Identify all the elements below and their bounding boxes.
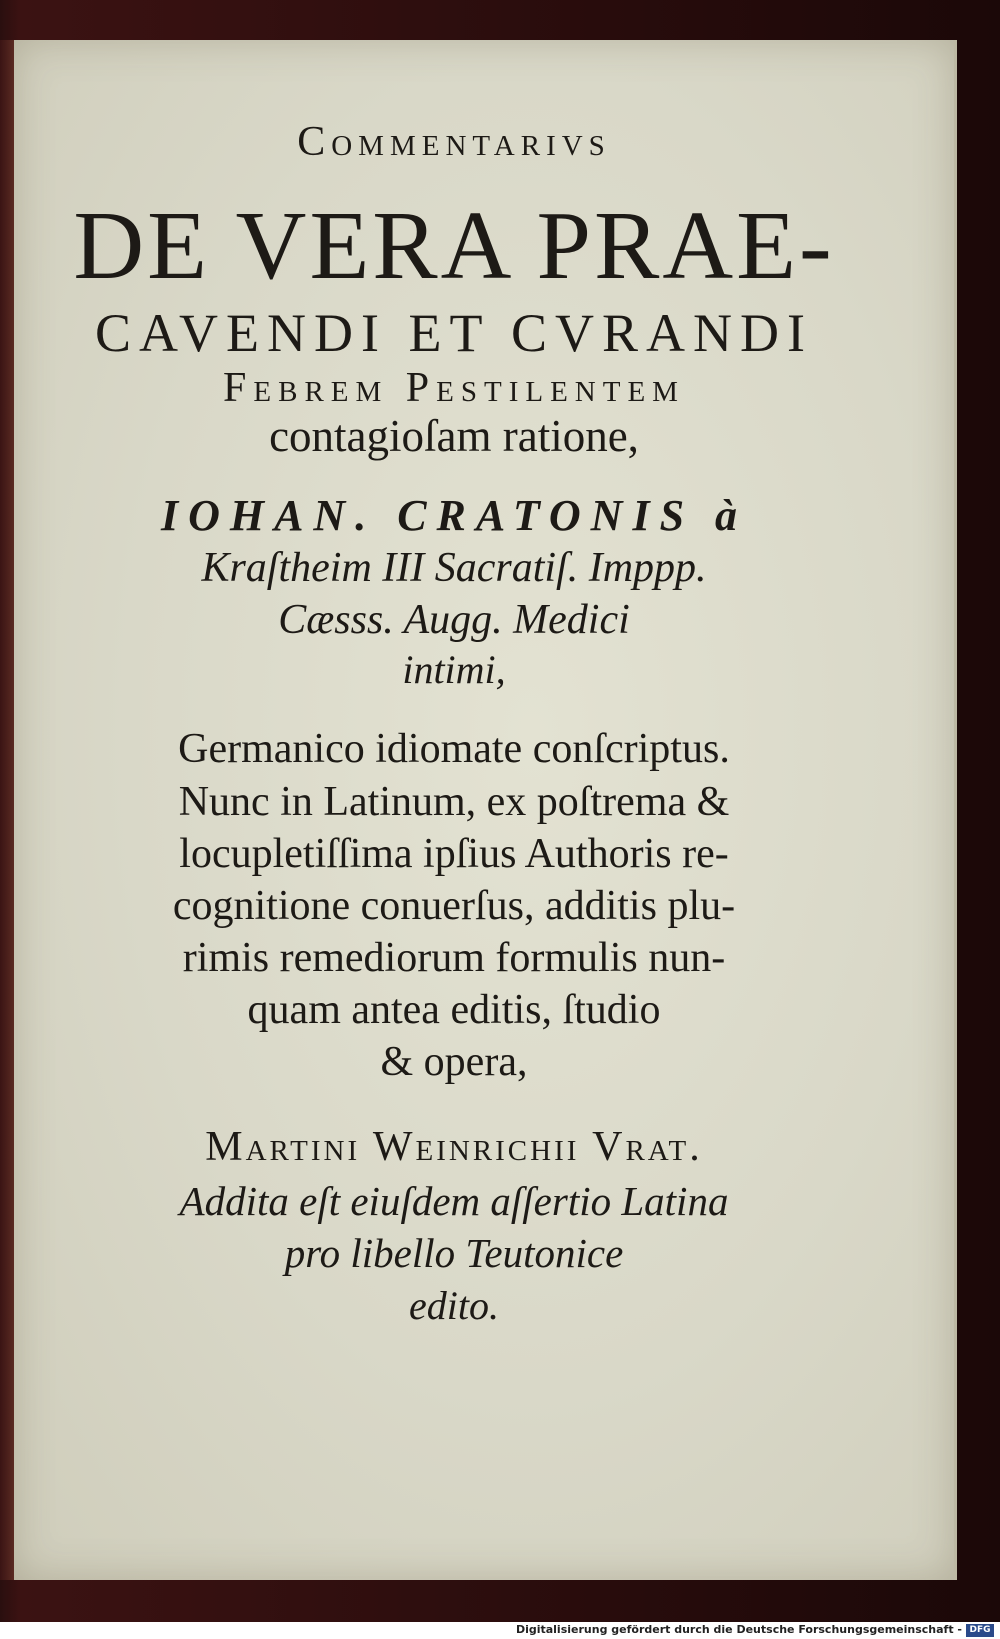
digitization-credit: Digitalisierung gefördert durch die Deutsche Forschungsgemeinschaft - [515, 1623, 962, 1636]
body-line: Nunc in Latinum, ex poſtrema & [178, 779, 730, 825]
author-line-1: IOHAN. CRATONIS à [160, 491, 748, 540]
title-line-commentarius: Commentarivs [297, 119, 611, 165]
title-line-de-vera: DE VERA PRAE- [73, 192, 835, 300]
body-line: Germanico idiomate conſcriptus. [178, 726, 730, 772]
title-line-cavendi: CAVENDI ET CVRANDI [94, 303, 813, 363]
addendum-line-2: pro libello Teutonice [284, 1230, 624, 1276]
title-line-febrem: Febrem Pestilentem [223, 365, 685, 411]
translator-line: Martini Weinrichii Vrat. [205, 1124, 703, 1170]
book-spine-edge [0, 40, 14, 1580]
author-line-4: intimi, [402, 647, 506, 692]
author-line-3: Cæsss. Augg. Medici [278, 597, 630, 643]
addendum-line-1: Addita eſt eiuſdem aſſertio Latina [179, 1178, 729, 1224]
dfg-logo-icon[interactable]: DFG [966, 1624, 994, 1637]
body-line: locupletiſſima ipſius Authoris re- [179, 831, 729, 877]
addendum-line-3: edito. [409, 1283, 499, 1328]
author-line-2: Kraſtheim III Sacratiſ. Imppp. [201, 545, 707, 591]
body-line: cognitione conuerſus, additis plu- [172, 883, 736, 929]
body-line: rimis remediorum formulis nun- [182, 935, 726, 981]
title-line-contagiosam: contagioſam ratione, [269, 411, 639, 461]
title-page [14, 40, 957, 1580]
body-line: quam antea editis, ſtudio [247, 987, 661, 1033]
body-line: & opera, [380, 1039, 528, 1085]
